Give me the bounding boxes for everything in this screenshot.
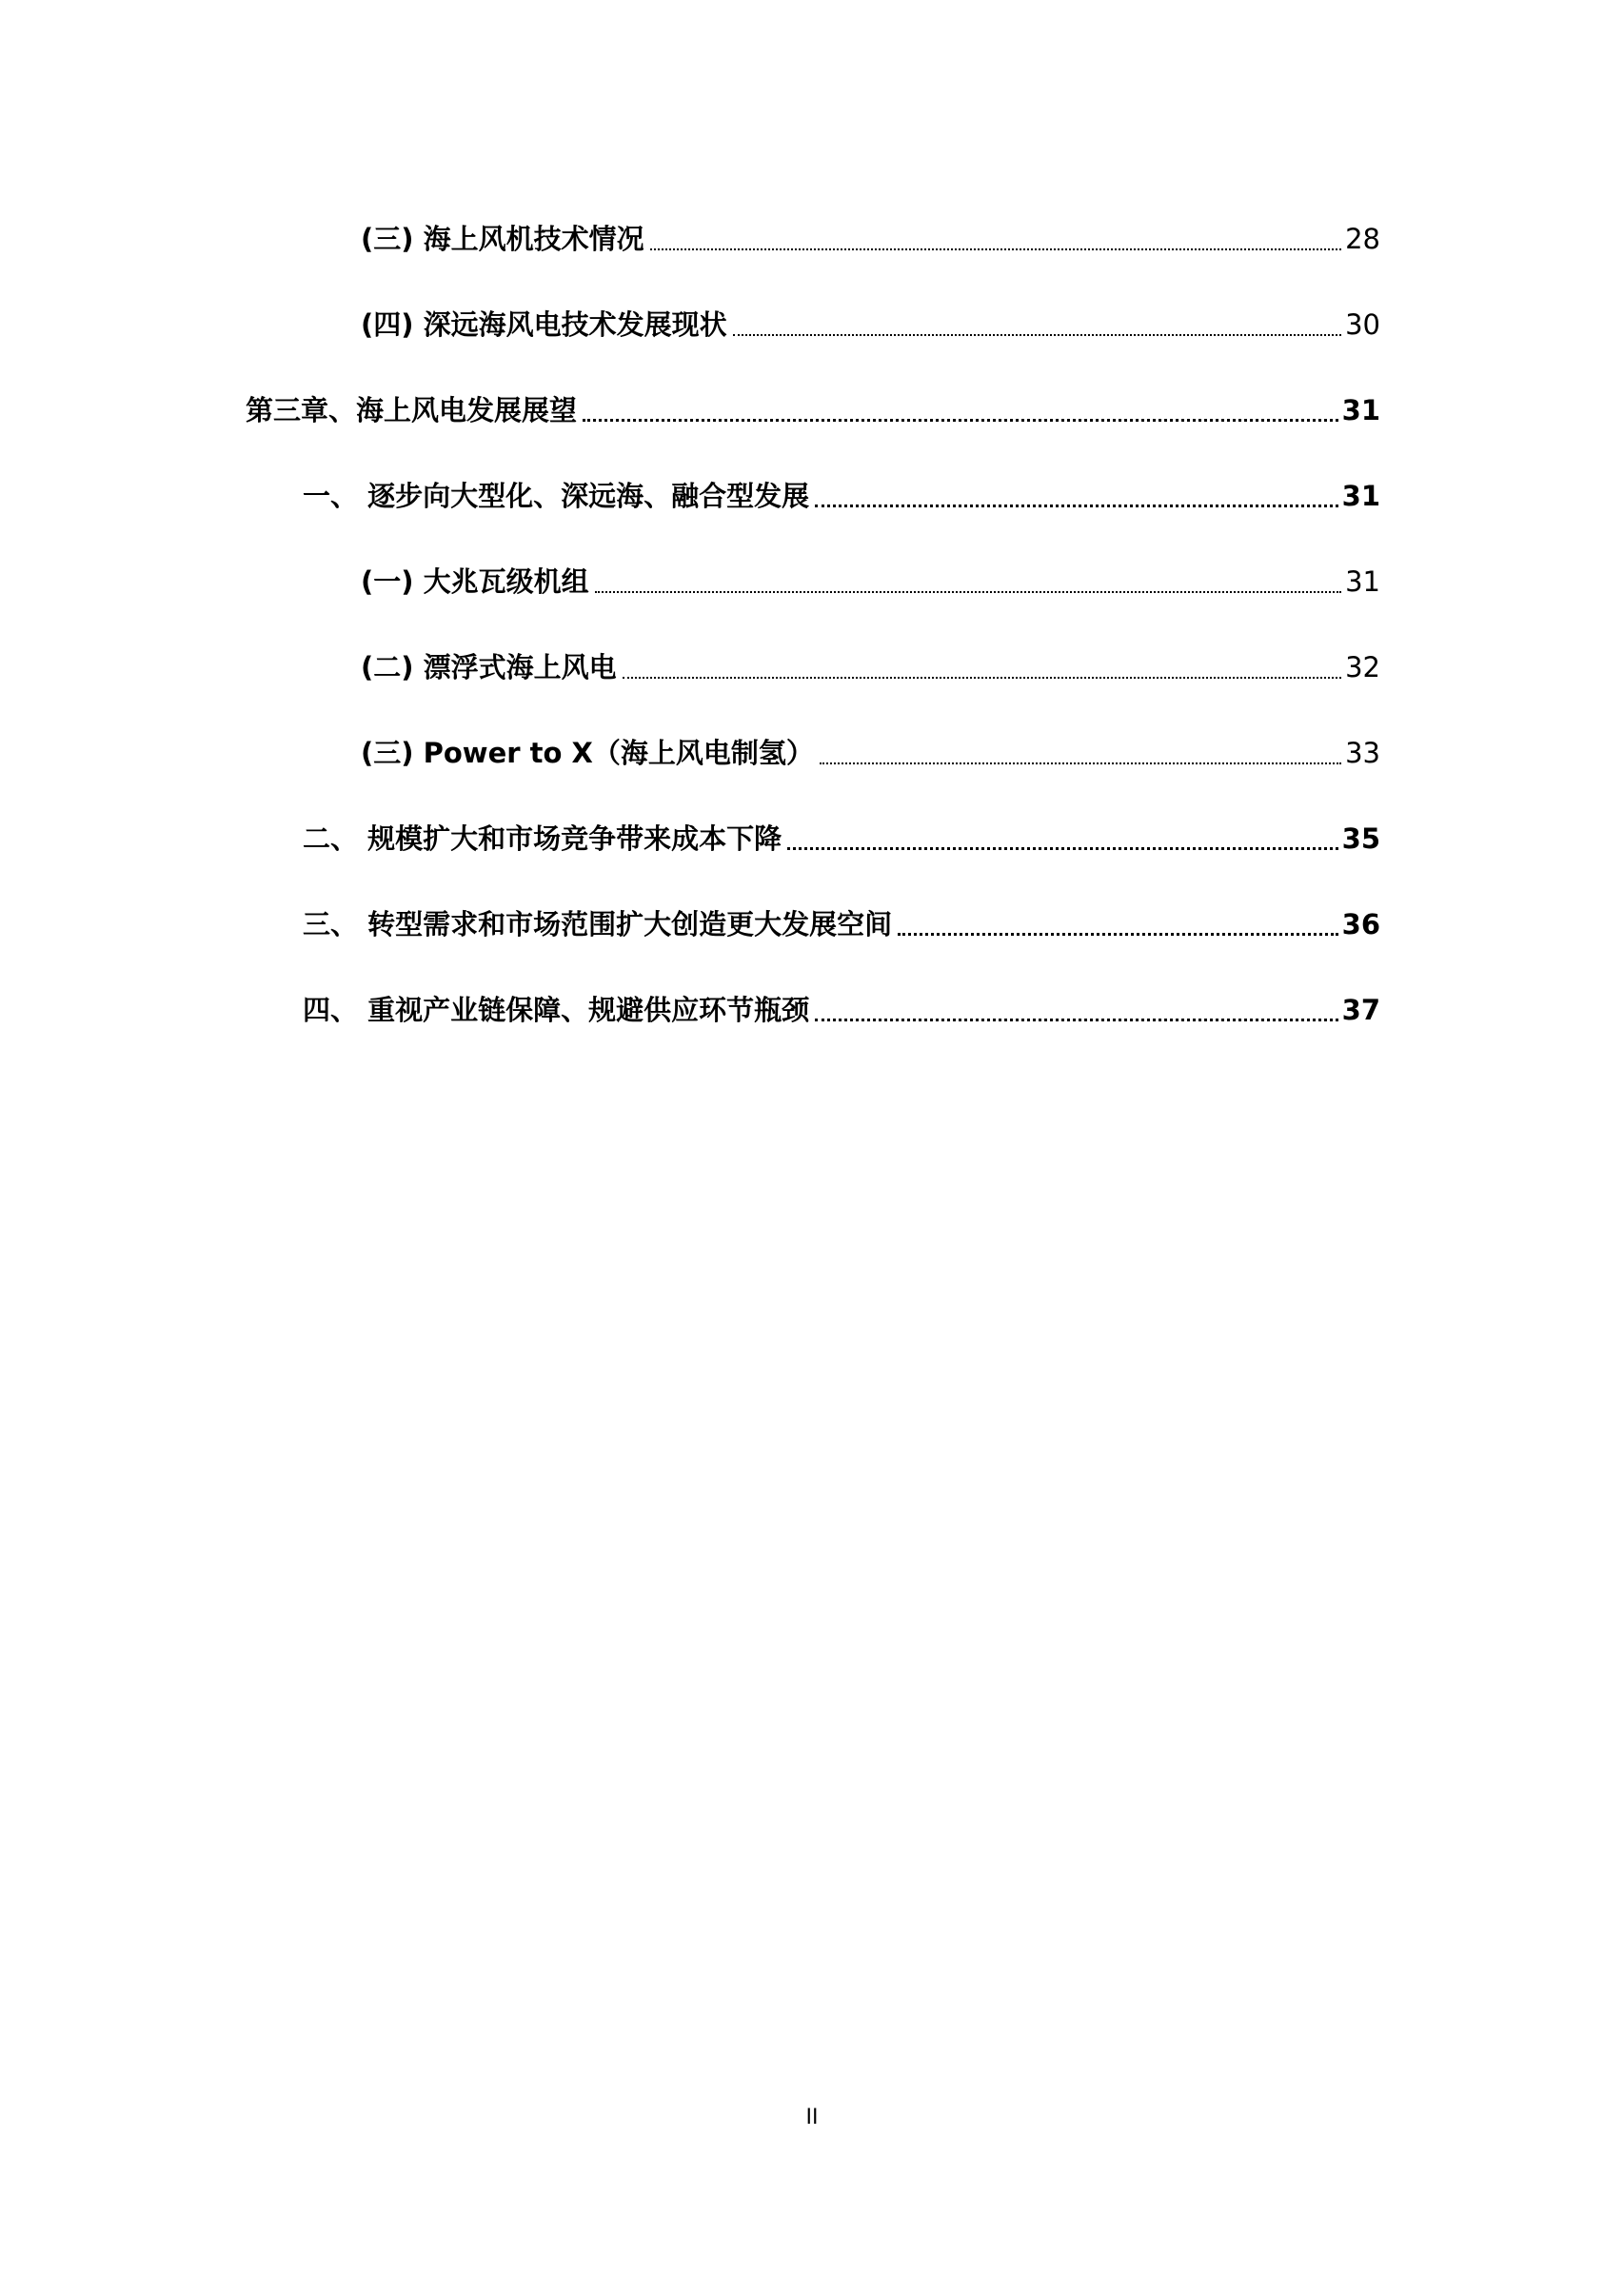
toc-entry[interactable]: [303, 988, 1380, 1032]
toc-entry[interactable]: [303, 817, 1380, 861]
toc-entry-title: 四、 重视产业链保障、规避供应环节瓶颈: [303, 994, 810, 1026]
toc-entry-page: 33: [1345, 737, 1380, 769]
toc-entry-title: (三) 海上风机技术情况: [361, 223, 644, 255]
toc-entry-title: (二) 漂浮式海上风电: [361, 651, 617, 683]
toc-entry-title: (三) Power to X（海上风电制氢）: [361, 737, 814, 769]
toc-entry[interactable]: [303, 474, 1380, 518]
toc-entry-page: 32: [1345, 651, 1380, 683]
dot-leader: [815, 505, 1338, 507]
toc-entry[interactable]: [361, 303, 1380, 346]
toc-entry[interactable]: [303, 902, 1380, 946]
toc-entry-page: 31: [1341, 480, 1380, 512]
toc-entry-page: 30: [1345, 308, 1380, 341]
toc-entry-page: 31: [1345, 565, 1380, 598]
toc-entry-title: 三、 转型需求和市场范围扩大创造更大发展空间: [303, 908, 893, 940]
toc-entry[interactable]: [361, 217, 1380, 261]
dot-leader: [733, 334, 1341, 336]
toc-entry[interactable]: [361, 731, 1380, 775]
toc-entry-page: 35: [1341, 822, 1380, 855]
dot-leader: [583, 419, 1338, 422]
toc-entry-page: 37: [1341, 994, 1380, 1026]
dot-leader: [898, 933, 1338, 936]
toc-entry-title: 二、 规模扩大和市场竞争带来成本下降: [303, 822, 782, 855]
toc-entry[interactable]: [361, 645, 1380, 689]
toc-entry[interactable]: [246, 388, 1380, 432]
toc-entry-page: 31: [1341, 394, 1380, 426]
toc-entry-title: (一) 大兆瓦级机组: [361, 565, 589, 598]
dot-leader: [595, 591, 1341, 593]
dot-leader: [623, 677, 1341, 679]
toc-entry-title: 第三章、海上风电发展展望: [246, 394, 578, 426]
dot-leader: [815, 1019, 1338, 1021]
dot-leader: [787, 847, 1338, 850]
toc-entry-title: (四) 深远海风电技术发展现状: [361, 308, 727, 341]
toc-entry-page: 28: [1345, 223, 1380, 255]
toc-entry-title: 一、 逐步向大型化、深远海、融合型发展: [303, 480, 810, 512]
page-number: II: [805, 2106, 819, 2129]
dot-leader: [650, 248, 1341, 250]
dot-leader: [820, 762, 1341, 764]
toc-entry[interactable]: [361, 560, 1380, 604]
toc-entry-page: 36: [1341, 908, 1380, 940]
